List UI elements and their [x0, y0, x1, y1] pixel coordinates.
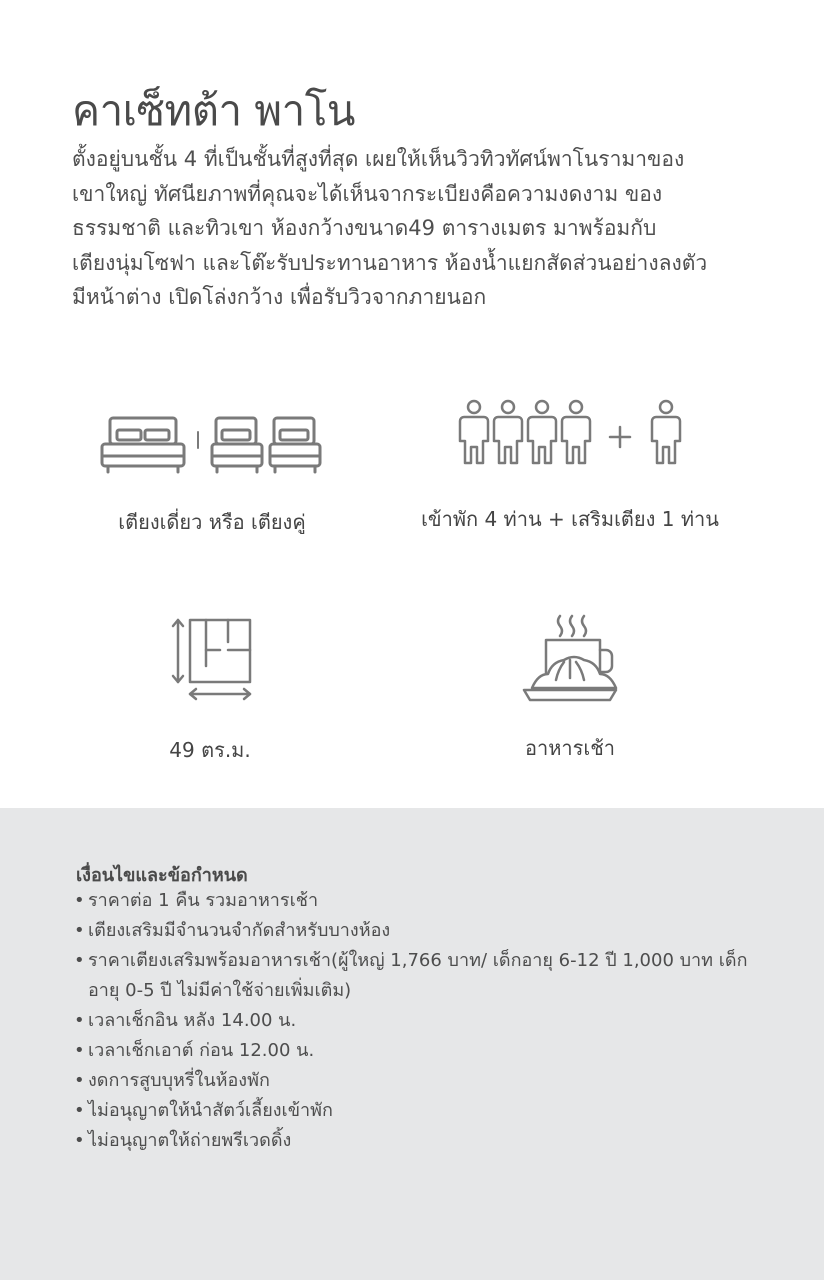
person-icon — [400, 395, 740, 475]
list-item — [74, 886, 774, 916]
list-item-text: เวลาเช็กเอาต์ ก่อน 12.00 น. — [88, 1040, 315, 1061]
list-item — [74, 1096, 774, 1126]
bullet: • — [74, 950, 85, 971]
list-item-text: ราคาเตียงเสริมพร้อมอาหารเช้า(ผู้ใหญ่ 1,766 บาท/ เด็กอายุ 6-12 ปี 1,000 บาท เด็กอายุ 0-5 ปี ไม่มีค่าใช้จ่ายเพิ่มเติม) — [88, 950, 748, 1001]
coffee-croissant-icon — [510, 610, 630, 710]
feature-guests-label: เข้าพัก 4 ท่าน + เสริมเตียง 1 ท่าน — [421, 507, 719, 531]
terms-section — [0, 808, 824, 1280]
feature-breakfast-label: อาหารเช้า — [524, 736, 616, 760]
list-item — [74, 916, 774, 946]
bullet: • — [74, 920, 85, 941]
list-item-text: เตียงเสริมมีจำนวนจำกัดสำหรับบางห้อง — [88, 920, 391, 941]
description-line: เขาใหญ่ ทัศนียภาพที่คุณจะได้เห็นจากระเบียงคือความงดงาม ของ — [72, 181, 663, 206]
list-item-text: ไม่อนุญาตให้นำสัตว์เลี้ยงเข้าพัก — [88, 1100, 333, 1121]
terms-list — [74, 886, 774, 1156]
list-item-text: ไม่อนุญาตให้ถ่ายพรีเวดดิ้ง — [88, 1130, 292, 1151]
list-item-text: ราคาต่อ 1 คืน รวมอาหารเช้า — [88, 890, 319, 911]
bullet: • — [74, 890, 85, 911]
description-line: มีหน้าต่าง เปิดโล่งกว้าง เพื่อรับวิวจากภายนอก — [72, 285, 487, 309]
list-item — [74, 1036, 774, 1066]
bullet: • — [74, 1010, 85, 1031]
feature-beds — [92, 400, 332, 538]
list-item — [74, 946, 774, 1006]
feature-beds-label: เตียงเดี่ยว หรือ เตียงคู่ — [118, 510, 306, 534]
description-line: ธรรมชาติ และทิวเขา ห้องกว้างขนาด49 ตารางเมตร มาพร้อมกับ — [72, 216, 657, 240]
description-line: เตียงนุ่มโซฟา และโต๊ะรับประทานอาหาร ห้องน้ำแยกสัดส่วนอย่างลงตัว — [72, 250, 708, 275]
bullet: • — [74, 1040, 85, 1061]
list-item — [74, 1126, 774, 1156]
feature-breakfast — [480, 610, 660, 764]
feature-size — [130, 612, 290, 766]
bullet: • — [74, 1130, 85, 1151]
floor-plan-icon — [160, 612, 260, 704]
list-item — [74, 1066, 774, 1096]
terms-title: เงื่อนไขและข้อกำหนด — [76, 865, 248, 886]
list-item — [74, 1006, 774, 1036]
bed-icon — [92, 400, 332, 490]
bullet: • — [74, 1100, 85, 1121]
bullet: • — [74, 1070, 85, 1091]
list-item-text: เวลาเช็กอิน หลัง 14.00 น. — [88, 1010, 297, 1031]
room-title: คาเซ็ทต้า พาโน — [72, 86, 355, 135]
feature-size-label: 49 ตร.ม. — [169, 738, 251, 762]
room-description — [72, 142, 762, 315]
description-line: ตั้งอยู่บนชั้น 4 ที่เป็นชั้นที่สูงที่สุด เผยให้เห็นวิวทิวทัศน์พาโนรามาของ — [72, 147, 685, 171]
feature-guests — [400, 395, 740, 535]
list-item-text: งดการสูบบุหรี่ในห้องพัก — [88, 1070, 270, 1091]
